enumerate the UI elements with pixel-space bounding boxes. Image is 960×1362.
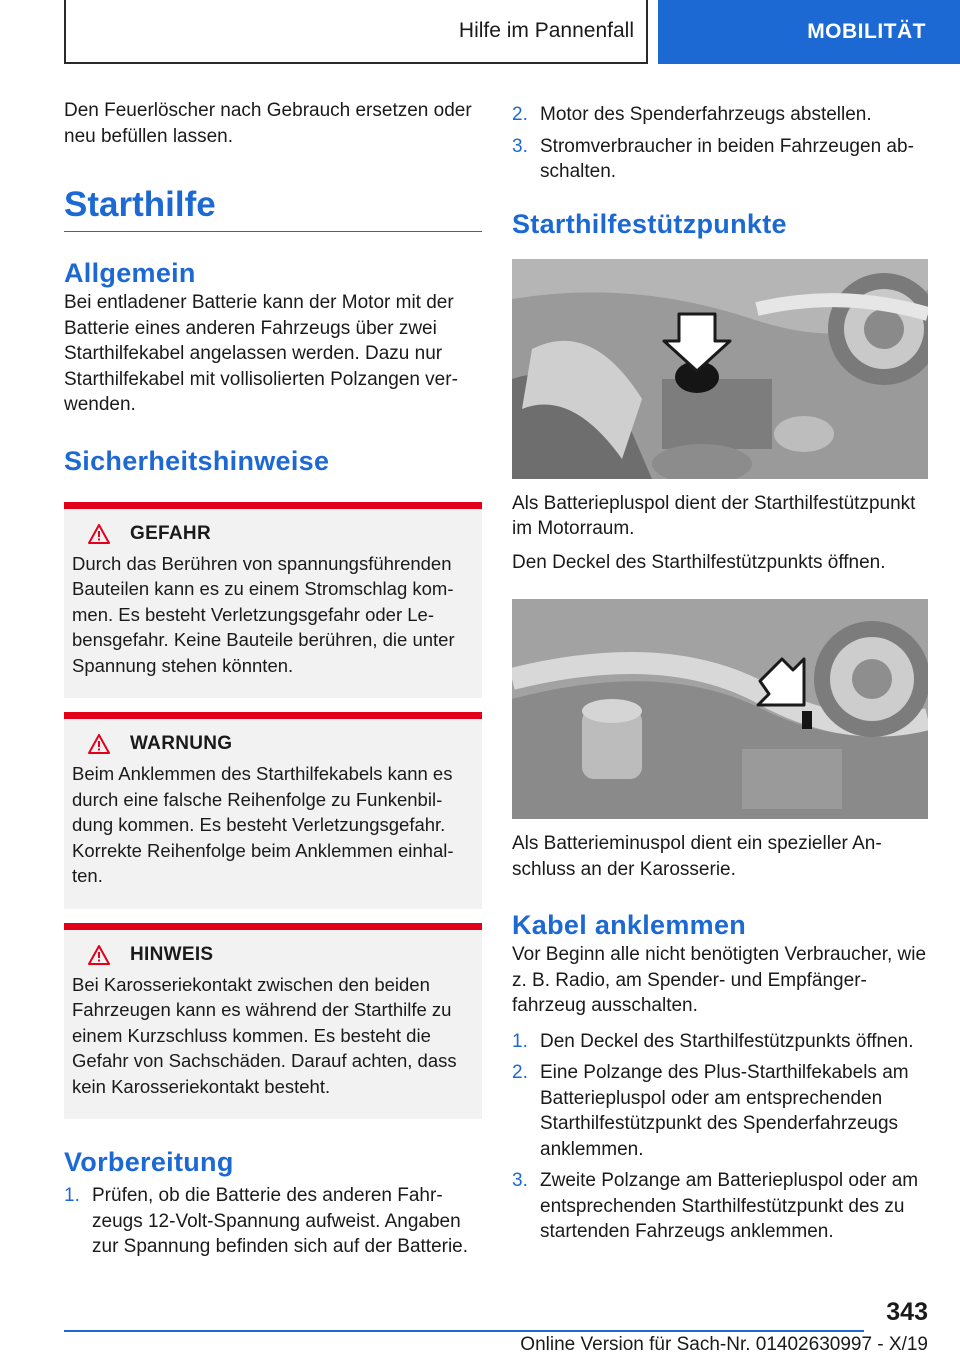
step-text: Motor des Spenderfahrzeugs abstellen. <box>540 104 872 125</box>
heading-starthilfestuetzpunkte: Starthilfestützpunkte <box>512 208 787 239</box>
engine-bay-plus-photo <box>512 259 928 479</box>
warning-text: Beim Anklemmen des Starthilfekabels kann es durch eine falsche Reihenfolge zu Funkenbildung kommen. Es besteht Verletzungsgefahr. Korrekte Reihenfolge beim Anklemmen einhalten. <box>72 763 454 886</box>
engine-bay-plus-illustration <box>512 259 928 479</box>
list-item <box>512 134 930 185</box>
minus-pole-paragraph: Als Batterieminuspol dient ein spezieller Anschluss an der Karosserie. <box>512 833 882 880</box>
kabel-steps <box>512 1029 930 1245</box>
kabel-paragraph: Vor Beginn alle nicht benötigten Verbraucher, wie z. B. Radio, am Spender- und Empfängerfahrzeug ausschalten. <box>512 944 927 1016</box>
open-cover-paragraph: Den Deckel des Starthilfestützpunkts öffnen. <box>512 551 886 573</box>
list-item <box>512 1029 930 1055</box>
step-text: Den Deckel des Starthilfestützpunkts öffnen. <box>540 1030 914 1052</box>
warning-box-hinweis <box>64 923 482 1120</box>
step-text: Stromverbraucher in beiden Fahrzeugen abschalten. <box>540 135 914 182</box>
warning-title: HINWEIS <box>130 943 214 965</box>
heading-starthilfe: Starthilfe <box>64 183 482 232</box>
intro-paragraph: Den Feuerlöscher nach Gebrauch ersetzen oder neu befüllen lassen. <box>64 100 472 147</box>
warning-title: WARNUNG <box>130 733 233 754</box>
list-item <box>512 102 930 128</box>
list-item <box>64 1183 482 1260</box>
right-column <box>512 102 930 1251</box>
heading-kabel-anklemmen: Kabel anklemmen <box>512 910 747 940</box>
step-number: 2. <box>512 104 528 125</box>
step-text: Zweite Polzange am Batteriepluspol oder am entsprechenden Starthilfestützpunkt des zu startenden Fahrzeugs anklemmen. <box>540 1170 919 1242</box>
header-chapter-tab <box>658 0 960 64</box>
warning-box-gefahr <box>64 502 482 699</box>
heading-allgemein: Allgemein <box>64 258 196 288</box>
step-number: 1. <box>64 1185 80 1206</box>
header-chapter-title: MOBILITÄT <box>807 20 926 43</box>
warning-triangle-icon <box>88 945 110 965</box>
step-number: 3. <box>512 1170 528 1191</box>
step-number: 2. <box>512 1062 528 1083</box>
warning-triangle-icon <box>88 524 110 544</box>
left-column <box>64 98 482 1266</box>
plus-pole-paragraph: Als Batteriepluspol dient der Starthilfestützpunkt im Motorraum. <box>512 492 916 539</box>
warning-title: GEFAHR <box>130 522 211 544</box>
engine-bay-minus-illustration <box>512 599 928 819</box>
heading-vorbereitung: Vorbereitung <box>64 1147 234 1177</box>
list-item <box>512 1060 930 1162</box>
page-number: 343 <box>886 1298 928 1326</box>
header-section-title: Hilfe im Pannenfall <box>458 19 634 42</box>
allgemein-paragraph: Bei entladener Batterie kann der Motor mit der Batterie eines anderen Fahrzeugs über zwei Starthilfekabel angelassen werden. Dazu nur Starthilfekabel mit vollisolierten Polzangen verwenden. <box>64 292 458 415</box>
warning-triangle-icon <box>88 734 110 754</box>
step-number: 1. <box>512 1030 528 1052</box>
warning-text: Bei Karosseriekontakt zwischen den beiden Fahrzeugen kann es während der Starthilfe zu einem Kurzschluss kommen. Es besteht die Gefahr von Sachschäden. Darauf achten, dass kein Karosseriekontakt besteht. <box>72 973 457 1097</box>
step-number: 3. <box>512 135 528 157</box>
heading-sicherheitshinweise: Sicherheitshinweise <box>64 445 330 476</box>
warning-text: Durch das Berühren von spannungsführenden Bauteilen kann es zu einem Stromschlag kommen. Es besteht Verletzungsgefahr oder Lebensgefahr. Keine Bauteile berühren, die unter Spannung stehen könnten. <box>72 552 455 676</box>
list-item <box>512 1168 930 1245</box>
footer-divider <box>64 1330 864 1332</box>
footer-version-text: Online Version für Sach-Nr. 01402630997 - X/19 <box>520 1334 928 1355</box>
warning-box-warnung <box>64 712 482 909</box>
step-text: Prüfen, ob die Batterie des anderen Fahrzeugs 12-Volt-Spannung aufweist. Angaben zur Spannung befinden sich auf der Batterie. <box>92 1185 469 1257</box>
vorbereitung-steps <box>64 1183 482 1260</box>
engine-bay-minus-photo <box>512 599 928 819</box>
header-section-box <box>64 0 648 64</box>
step-text: Eine Polzange des Plus-Starthilfekabels am Batteriepluspol oder am entsprechenden Starthilfestützpunkt des Spenderfahrzeugs anklemmen. <box>540 1062 909 1160</box>
steps-top <box>512 102 930 185</box>
